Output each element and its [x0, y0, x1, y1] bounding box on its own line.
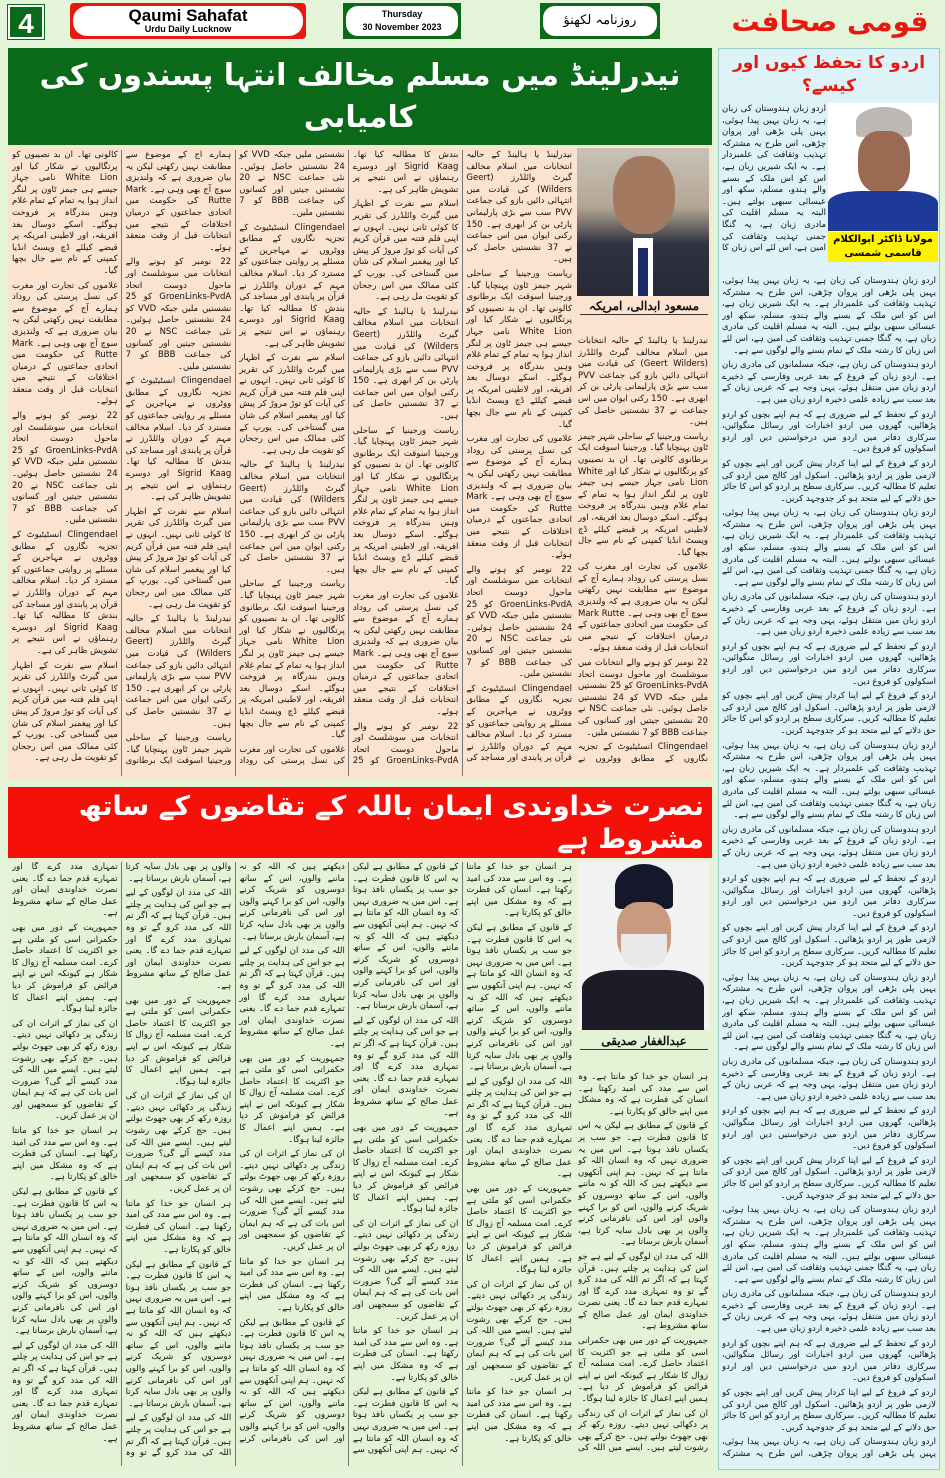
urdu-tag-box — [540, 3, 660, 39]
paragraph: ان کی نماز کے اثرات ان کی زندگی پر دکھائی نہیں دیتے۔ روزہ رکھ کر بھی جھوٹ بولتے ہیں۔ حج کرکے بھی رشوت لیتے ہیں۔ ایسے میں اللہ کی مدد کیسے آئے گی؟ ضرورت اس بات کی ہے کہ ہم ایمان کے تقاضوں کو سمجھیں اور ان پر عمل کریں۔ — [125, 1091, 232, 1195]
paragraph: ریاست ورجینیا کے ساحلی شہر جیمز ٹاون پہنچایا گیا۔ ورجینیا اسوقت ایک برطانوی کالونی تھا۔ ان بد نصیبوں کو پرتگالیوں نے شکار کیا اور White Lion نامی جہاز جیسے ہی جیمز ٹاون پر لنگر انداز ہوا یہ تمام کے تمام غلام وہیں بندرگاہ پر فروخت ہوگئے۔ اسکے دوسال بعد افریقہ، اور لاطینی امریکہ پر قبضے کیلئے ڈچ ویسٹ انڈیا کمپنی کے نام سے جال بچھا گیا۔ — [466, 268, 572, 430]
paragraph: جمہوریت کے دور میں بھی حکمرانی اسی کو ملتی ہے جو اکثریت کا اعتماد حاصل کرے۔ امت مسلمہ آج زوال کا شکار ہے کیونکہ اس نے اپنے فرائض کو فراموش کر دیا ہے۔ ہمیں اپنے اعمال کا جائزہ لینا ہوگا۔ — [352, 1123, 459, 1215]
english-subtitle: Urdu Daily Lucknow — [144, 24, 232, 34]
paragraph: اللہ کی مدد ان لوگوں کے لیے ہے جو اس کی ہدایت پر چلتے ہیں۔ قرآن کہتا ہے کہ اگر تم اللہ کی مدد کرو گے تو وہ تمہاری مدد کرے گا اور تمہارے قدم جما دے گا۔ یعنی نصرت خداوندی ایمان اور عمل صالح کے ساتھ مشروط ہے۔ — [352, 1015, 459, 1119]
paragraph: نیدرلینڈ یا ہالینڈ کے حالیہ انتخابات میں اسلام مخالف گیرٹ وائلڈرز (Geert Wilders) کی قیادت میں انتہائی دائیں بازو کی جماعت PVV سب سے بڑی پارلیمانی پارٹی بن کر ابھری ہے۔ 150 رکنی ایوان میں اس جماعت نے 37 نشستیں حاصل کی ہیں۔ — [466, 150, 572, 265]
paragraph: نیدرلینڈ یا ہالینڈ کے حالیہ انتخابات میں اسلام مخالف گیرٹ وائلڈرز (Geert Wilders) کی قیادت میں انتہائی دائیں بازو کی جماعت PVV سب سے بڑی پارلیمانی پارٹی بن کر ابھری ہے۔ 150 رکنی ایوان میں اس جماعت نے 37 نشستیں حاصل کی ہیں۔ — [125, 614, 232, 729]
paragraph: اردو کے تحفظ کے لیے ضروری ہے کہ ہم اپنے بچوں کو اردو پڑھائیں، گھروں میں اردو اخبارات اور رسائل منگوائیں، سرکاری دفاتر میں اردو میں درخواستیں دیں اور اردو اسکولوں کو فروغ دیں۔ — [722, 874, 936, 919]
page-number: 4 — [8, 5, 44, 39]
paragraph: نیدرلینڈ یا ہالینڈ کے حالیہ انتخابات میں اسلام مخالف گیرٹ وائلڈرز (Geert Wilders) کی قیادت میں انتہائی دائیں بازو کی جماعت PVV سب سے بڑی پارلیمانی پارٹی بن کر ابھری ہے۔ 150 رکنی ایوان میں اس جماعت نے 37 نشستیں حاصل کی ہیں۔ — [578, 336, 708, 428]
paragraph: ریاست ورجینیا کے ساحلی شہر جیمز ٹاون پہنچایا گیا۔ ورجینیا اسوقت ایک برطانوی کالونی تھا۔ ان بد نصیبوں کو پرتگالیوں نے شکار کیا اور White Lion نامی جہاز جیسے ہی جیمز ٹاون پر لنگر انداز ہوا یہ تمام کے تمام غلام وہیں بندرگاہ پر فروخت ہوگئے۔ اسکے دوسال بعد افریقہ، اور لاطینی امریکہ پر قبضے کیلئے ڈچ ویسٹ انڈیا کمپنی کے نام سے جال بچھا گیا۔ — [578, 431, 708, 558]
paragraph: اردو کے تحفظ کے لیے ضروری ہے کہ ہم اپنے بچوں کو اردو پڑھائیں، گھروں میں اردو اخبارات اور رسائل منگوائیں، سرکاری دفاتر میں اردو میں درخواستیں دیں اور اردو اسکولوں کو فروغ دیں۔ — [722, 409, 936, 455]
paragraph: غلاموں کی تجارت اور مغرب کی نسل پرستی کی روداد ہمارے آج کے موضوع سے مطابقت نہیں رکھتی لیکن یہ بیان ضروری ہے کہ ولندیزی سوچ آج بھی وہی ہے۔ Mark Rutte کی حکومت میں اتحادی جماعتوں کے درمیان اختلافات کے نتیجے میں انتخابات قبل از وقت منعقد ہوئے۔ — [352, 590, 459, 717]
paragraph: اسلام سے نفرت کے اظہار میں گیرٹ وائلڈرز کی تقریر کا کوئی ثانی نہیں۔ انہوں نے اپنی فلم فتنہ میں قرآن کریم کی آیات کو توڑ مروڑ کر پیش کیا اور پیغمبر اسلام کی شان میں گستاخی کی۔ یورپ کے کئی ممالک میں اس رجحان کو تقویت مل رہی ہے۔ — [125, 506, 232, 610]
paragraph: اردو زبان ہندوستان کی زبان ہے، یہ زبان یہیں پیدا ہوئی، یہیں پلی بڑھی اور پروان چڑھی، اس طرح یہ مشترکہ تہذیب وثقافت کی علمبردار ہے۔ یہ ایک شیریں زبان ہے، اس کو اس ملک کے بسنے والے ہندو، مسلم، سکھ اور عیسائی سبھی بولتے ہیں۔ البتہ یہ مسلم اقلیت کی مادری زبان ہے، یہ گنگا جمنی تہذیب وثقافت کی امین ہے، اس لئے اس زبان کا رشتہ ملک کے تمام بسنے والے لوگوں سے ہے۔ — [722, 276, 936, 356]
sidebar-headline: اردو کا تحفظ کیوں اور کیسے؟ — [732, 53, 926, 96]
paragraph: غلاموں کی تجارت اور مغرب کی نسل پرستی کی روداد ہمارے آج کے موضوع سے مطابقت نہیں رکھتی لیکن یہ بیان ضروری ہے کہ ولندیزی سوچ آج بھی وہی ہے۔ Mark Rutte کی حکومت میں اتحادی جماعتوں کے درمیان اختلافات کے نتیجے میں انتخابات قبل از وقت منعقد ہوئے۔ — [578, 562, 708, 654]
paragraph: 22 نومبر کو ہونے والے انتخابات میں سوشلسٹ اور ماحول دوست اتحاد GroenLinks-PvdA کو 25 نشستیں ملیں جبکہ VVD کو 24 نشستیں حاصل ہوئیں۔ نئی جماعت NSC نے 20 نشستیں جیتیں اور کسانوں کی جماعت BBB کو 7 نشستیں ملیں۔ — [12, 411, 118, 526]
paragraph: ریاست ورجینیا کے ساحلی شہر جیمز ٹاون پہنچایا گیا۔ ورجینیا اسوقت ایک برطانوی کالونی تھا۔ ان بد نصیبوں کو پرتگالیوں نے شکار کیا اور White Lion نامی جہاز جیسے ہی جیمز ٹاون پر لنگر انداز ہوا یہ تمام کے تمام غلام وہیں بندرگاہ پر فروخت ہوگئے۔ اسکے دوسال بعد افریقہ، اور لاطینی امریکہ پر قبضے کیلئے ڈچ ویسٹ انڈیا کمپنی کے نام سے جال بچھا گیا۔ — [352, 425, 459, 587]
paragraph: اردو کے تحفظ کے لیے ضروری ہے کہ ہم اپنے بچوں کو اردو پڑھائیں، گھروں میں اردو اخبارات اور رسائل منگوائیں، سرکاری دفاتر میں اردو میں درخواستیں دیں اور اردو اسکولوں کو فروغ دیں۔ — [722, 1338, 936, 1384]
paragraph: اردو کے تحفظ کے لیے ضروری ہے کہ ہم اپنے بچوں کو اردو پڑھائیں، گھروں میں اردو اخبارات اور رسائل منگوائیں، سرکاری دفاتر میں اردو میں درخواستیں دیں اور اردو اسکولوں کو فروغ دیں۔ — [722, 1106, 936, 1152]
paragraph: اسلام سے نفرت کے اظہار میں گیرٹ وائلڈرز کی تقریر کا کوئی ثانی نہیں۔ انہوں نے اپنی فلم فتنہ میں قرآن کریم کی آیات کو توڑ مروڑ کر پیش کیا اور پیغمبر اسلام کی شان میں گستاخی کی۔ یورپ کے کئی ممالک میں اس رجحان کو تقویت مل رہی ہے۔ — [12, 660, 118, 764]
date: 30 November 2023 — [362, 22, 442, 32]
paragraph: اردو زبان ہندوستان کی زبان ہے، یہ زبان یہیں پیدا ہوئی، یہیں پلی بڑھی اور پروان چڑھی، اس طرح یہ مشترکہ تہذیب وثقافت کی علمبردار ہے۔ یہ ایک شیریں زبان ہے، اس کو اس ملک کے بسنے والے ہندو، مسلم، سکھ اور عیسائی سبھی بولتے ہیں۔ البتہ یہ مسلم اقلیت کی مادری زبان ہے، یہ گنگا جمنی تہذیب وثقافت کی امین ہے، اس لئے اس زبان کا رشتہ ملک کے تمام بسنے والے لوگوں سے ہے۔ — [722, 1205, 936, 1285]
paragraph: اردو ہندوستان کی زبان ہے، جبکہ مسلمانوں کی مادری زبان ہے۔ اردو زبان کے فروغ کے بعد عربی وفارسی کے ذخیرے اردو زبان میں منتقل ہوئے، یہی وجہ ہے کہ عربی زبان کے بعد سب سے زیادہ علمی ذخیرہ اردو زبان میں ہے۔ — [722, 360, 936, 405]
paragraph: کے قانون کے مطابق ہے لیکن یہ اس کا قانون فطرت ہے۔ جو سب پر یکساں نافذ ہوتا ہے۔ اس میں یہ ضروری نہیں کہ وہ انسان اللہ کو مانتا ہے کہ نہیں۔ ہم اپنی آنکھوں سے دیکھتے ہیں کہ اللہ کو نہ ماننے والوں، اس کے ساتھ دوسروں کو شریک کرنے والوں، اس کو برا کہنے والوں اور اس کی نافرمانی کرنے والوں پر بھی بادل سایہ کرتا ہے، آسمان بارش برساتا ہے۔ — [125, 1259, 232, 1409]
paragraph: ان کی نماز کے اثرات ان کی زندگی پر دکھائی نہیں دیتے۔ روزہ رکھ کر بھی جھوٹ بولتے ہیں۔ حج کرکے بھی رشوت لیتے ہیں۔ ایسے میں اللہ کی مدد کیسے آئے گی؟ ضرورت اس بات کی ہے کہ ہم ایمان کے تقاضوں کو سمجھیں اور ان پر عمل کریں۔ — [239, 1149, 345, 1252]
paragraph: اردو ہندوستان کی زبان ہے، جبکہ مسلمانوں کی مادری زبان ہے۔ اردو زبان کے فروغ کے بعد عربی وفارسی کے ذخیرے اردو زبان میں منتقل ہوئے، یہی وجہ ہے کہ عربی زبان کے بعد سب سے زیادہ علمی ذخیرہ اردو زبان میں ہے۔ — [722, 592, 936, 638]
english-masthead — [70, 3, 306, 39]
paragraph: کے قانون کے مطابق ہے لیکن یہ اس کا قانون فطرت ہے۔ جو سب پر یکساں نافذ ہوتا ہے۔ اس میں یہ ضروری نہیں کہ وہ انسان اللہ کو مانتا ہے کہ نہیں۔ ہم اپنی آنکھوں سے دیکھتے ہیں کہ اللہ کو نہ ماننے والوں، اس کے ساتھ دوسروں کو شریک کرنے والوں، اس کو برا کہنے والوں اور اس کی نافرمانی کرنے والوں پر بھی بادل سایہ کرتا ہے، آسمان بارش برساتا ہے۔ — [578, 1121, 708, 1248]
paragraph: نیدرلینڈ یا ہالینڈ کے حالیہ انتخابات میں اسلام مخالف گیرٹ وائلڈرز (Geert Wilders) کی قیادت میں انتہائی دائیں بازو کی جماعت PVV سب سے بڑی پارلیمانی پارٹی بن کر ابھری ہے۔ 150 رکنی ایوان میں اس جماعت نے 37 نشستیں حاصل کی ہیں۔ — [352, 306, 459, 422]
paragraph: 22 نومبر کو ہونے والے انتخابات میں سوشلسٹ اور ماحول دوست اتحاد GroenLinks-PvdA کو 25 نشستیں ملیں جبکہ VVD کو 24 نشستیں حاصل ہوئیں۔ نئی جماعت NSC نے 20 نشستیں جیتیں اور کسانوں کی جماعت BBB کو 7 نشستیں ملیں۔ — [578, 658, 708, 738]
paragraph: 22 نومبر کو ہونے والے انتخابات میں سوشلسٹ اور ماحول دوست اتحاد GroenLinks-PvdA کو 25 نشستیں ملیں جبکہ VVD کو 24 نشستیں حاصل ہوئیں۔ نئی جماعت NSC نے 20 نشستیں جیتیں اور کسانوں کی جماعت BBB کو 7 نشستیں ملیں۔ — [239, 150, 459, 767]
paragraph: ہر انسان جو خدا کو مانتا ہے۔ وہ اس سے مدد کی امید رکھتا ہے۔ انسان کی فطرت ہے کہ وہ مشکل میں اپنے خالق کو پکارتا ہے۔ — [466, 862, 572, 919]
paragraph: Clingendael انسٹیٹیوٹ کے تجزیہ نگاروں کے مطابق ووٹروں نے مہاجرین کے مسئلے پر روایتی جماعتوں کو مسترد کر دیا۔ اسلام مخالف مہم کے دوران وائلڈرز نے قرآن پر پابندی اور مساجد کی بندش کا مطالبہ کیا تھا۔ Sigrid Kaag اور دوسرے رہنماؤں نے اس نتیجے پر تشویش ظاہر کی ہے۔ — [352, 150, 572, 764]
paragraph: جمہوریت کے دور میں بھی حکمرانی اسی کو ملتی ہے جو اکثریت کا اعتماد حاصل کرے۔ امت مسلمہ آج زوال کا شکار ہے کیونکہ اس نے اپنے فرائض کو فراموش کر دیا ہے۔ ہمیں اپنے اعمال کا جائزہ لینا ہوگا۔ — [578, 1336, 708, 1405]
paragraph: کے قانون کے مطابق ہے لیکن یہ اس کا قانون فطرت ہے۔ جو سب پر یکساں نافذ ہوتا ہے۔ اس میں یہ ضروری نہیں کہ وہ انسان اللہ کو مانتا ہے کہ نہیں۔ ہم اپنی آنکھوں سے دیکھتے ہیں کہ اللہ کو نہ ماننے والوں، اس کے ساتھ دوسروں کو شریک کرنے والوں، اس کو برا کہنے والوں اور اس کی نافرمانی کرنے والوں پر بھی بادل سایہ کرتا ہے، آسمان بارش برساتا ہے۔ — [466, 922, 572, 1073]
author-photo-abdul-ghaffar — [577, 862, 709, 1030]
paragraph: اردو کے فروغ کے لیے اپنا کردار پیش کریں اور اپنے بچوں کو لازمی طور پر اردو پڑھائیں۔ اسکول اور کالج میں اردو کی تعلیم کا مطالبہ کریں۔ سرکاری سطح پر اردو کو اس کا جائز حق دلانے کے لیے متحد ہو کر جدوجہد کریں۔ — [722, 691, 936, 736]
paragraph: Clingendael انسٹیٹیوٹ کے تجزیہ نگاروں کے مطابق ووٹروں نے مہاجرین کے مسئلے پر روایتی جماعتوں کو مسترد کر دیا۔ اسلام مخالف مہم کے دوران وائلڈرز نے قرآن پر پابندی اور مساجد کی بندش کا مطالبہ کیا تھا۔ Sigrid Kaag اور دوسرے رہنماؤں نے اس نتیجے پر تشویش ظاہر کی ہے۔ — [125, 376, 232, 503]
paragraph: ان کی نماز کے اثرات ان کی زندگی پر دکھائی نہیں دیتے۔ روزہ رکھ کر بھی جھوٹ بولتے ہیں۔ حج کرکے بھی رشوت لیتے ہیں۔ ایسے میں اللہ کی — [578, 1408, 708, 1454]
article2-text-right — [578, 1072, 708, 1466]
paragraph: اردو زبان ہندوستان کی زبان ہے، یہ زبان یہیں پیدا ہوئی، یہیں پلی بڑھی اور پروان چڑھی، اس طرح یہ مشترکہ — [722, 1437, 936, 1459]
paragraph: اردو زبان ہندوستان کی زبان ہے، یہ زبان یہیں پیدا ہوئی، یہیں پلی بڑھی اور پروان چڑھی، اس طرح یہ مشترکہ تہذیب وثقافت کی علمبردار ہے۔ یہ ایک شیریں زبان ہے، اس کو اس ملک کے بسنے والے ہندو، مسلم، سکھ اور عیسائی سبھی بولتے ہیں۔ البتہ یہ مسلم اقلیت کی مادری زبان ہے، یہ گنگا جمنی تہذیب وثقافت کی امین ہے، اس لئے اس زبان کا رشتہ ملک کے تمام بسنے والے لوگوں سے ہے۔ — [722, 740, 936, 821]
paragraph: Clingendael انسٹیٹیوٹ کے تجزیہ نگاروں کے مطابق ووٹروں نے — [578, 742, 708, 764]
paragraph: ہر انسان جو خدا کو مانتا ہے۔ وہ اس سے مدد کی امید رکھتا ہے۔ انسان کی فطرت ہے کہ وہ مشکل میں اپنے خالق کو پکارتا ہے۔ — [239, 1256, 345, 1313]
paragraph: غلاموں کی تجارت اور مغرب کی نسل پرستی کی روداد ہمارے آج کے موضوع سے مطابقت نہیں رکھتی لیکن یہ بیان ضروری ہے کہ ولندیزی سوچ آج بھی وہی ہے۔ Mark Rutte کی حکومت میں اتحادی جماعتوں کے درمیان اختلافات کے نتیجے میں انتخابات قبل از وقت منعقد ہوئے۔ — [12, 280, 118, 407]
article1-headline: نیدرلینڈ میں مسلم مخالف انتہا پسندوں کی کامیابی — [8, 48, 712, 145]
paragraph: ان کی نماز کے اثرات ان کی زندگی پر دکھائی نہیں دیتے۔ روزہ رکھ کر بھی جھوٹ بولتے ہیں۔ حج کرکے بھی رشوت لیتے ہیں۔ ایسے میں اللہ کی مدد کیسے آئے گی؟ ضرورت اس بات کی ہے کہ ہم ایمان کے تقاضوں کو سمجھیں اور ان پر عمل کریں۔ — [12, 1018, 118, 1122]
paragraph: اردو ہندوستان کی زبان ہے، جبکہ مسلمانوں کی مادری زبان ہے۔ اردو زبان کے فروغ کے بعد عربی وفارسی کے ذخیرے اردو زبان میں منتقل ہوئے، یہی وجہ ہے کہ عربی زبان کے بعد سب سے زیادہ علمی ذخیرہ اردو زبان میں ہے۔ — [722, 824, 936, 870]
paragraph: غلاموں کی تجارت اور مغرب کی نسل پرستی کی روداد ہمارے آج کے موضوع سے مطابقت نہیں رکھتی لیکن یہ بیان ضروری ہے کہ ولندیزی سوچ آج بھی وہی ہے۔ Mark Rutte کی حکومت میں اتحادی جماعتوں کے درمیان اختلافات کے نتیجے میں انتخابات قبل از وقت منعقد ہوئے۔ — [466, 434, 572, 561]
paragraph: اللہ کی مدد ان لوگوں کے لیے ہے جو اس کی ہدایت پر چلتے ہیں۔ قرآن کہتا ہے کہ اگر تم اللہ کی مدد کرو گے تو وہ تمہاری مدد کرے گا اور تمہارے قدم جما دے گا۔ یعنی نصرت خداوندی ایمان اور عمل صالح کے ساتھ مشروط ہے۔ — [12, 1340, 118, 1444]
paragraph: جمہوریت کے دور میں بھی حکمرانی اسی کو ملتی ہے جو اکثریت کا اعتماد حاصل کرے۔ امت مسلمہ آج زوال کا شکار ہے کیونکہ اس نے اپنے فرائض کو فراموش کر دیا ہے۔ ہمیں اپنے اعمال کا جائزہ لینا ہوگا۔ — [125, 995, 232, 1087]
sidebar-byline: مولانا ڈاکٹر ابوالکلام قاسمی شمسی — [828, 232, 938, 262]
date-box — [343, 3, 461, 39]
author-photo-masood-abdali — [577, 148, 709, 296]
paragraph: نیدرلینڈ یا ہالینڈ کے حالیہ انتخابات میں اسلام مخالف گیرٹ وائلڈرز (Geert Wilders) کی قیادت میں انتہائی دائیں بازو کی جماعت PVV سب سے بڑی پارلیمانی پارٹی بن کر ابھری ہے۔ 150 رکنی ایوان میں اس جماعت نے 37 نشستیں حاصل کی ہیں۔ — [239, 460, 345, 575]
paragraph: اردو زبان ہندوستان کی زبان ہے، یہ زبان یہیں پیدا ہوئی، یہیں پلی بڑھی اور پروان چڑھی، اس طرح یہ مشترکہ تہذیب وثقافت کی علمبردار ہے۔ یہ ایک شیریں زبان ہے، اس کو اس ملک کے بسنے والے ہندو، مسلم، سکھ اور عیسائی سبھی بولتے ہیں۔ البتہ یہ مسلم اقلیت کی مادری زبان ہے، یہ گنگا جمنی تہذیب وثقافت کی امین ہے، اس لئے اس زبان کا رشتہ ملک کے تمام بسنے والے لوگوں سے ہے۔ — [722, 972, 936, 1053]
paragraph: جمہوریت کے دور میں بھی حکمرانی اسی کو ملتی ہے جو اکثریت کا اعتماد حاصل کرے۔ امت مسلمہ آج زوال کا شکار ہے کیونکہ اس نے اپنے فرائض کو فراموش کر دیا ہے۔ ہمیں اپنے اعمال کا جائزہ لینا ہوگا۔ — [239, 1053, 345, 1145]
author-photo-abul-kalam — [828, 103, 938, 231]
paragraph: ہر انسان جو خدا کو مانتا ہے۔ وہ اس سے مدد کی امید رکھتا ہے۔ انسان کی فطرت ہے کہ وہ مشکل میں اپنے خالق کو پکارتا ہے۔ — [12, 1126, 118, 1183]
paragraph: جمہوریت کے دور میں بھی حکمرانی اسی کو ملتی ہے جو اکثریت کا اعتماد حاصل کرے۔ امت مسلمہ آج زوال کا شکار ہے کیونکہ اس نے اپنے فرائض کو فراموش کر دیا ہے۔ ہمیں اپنے اعمال کا جائزہ لینا ہوگا۔ — [466, 1184, 572, 1276]
article1-text-right — [578, 336, 708, 776]
urdu-logo: قومی صحافت — [731, 5, 929, 38]
article1-text-main — [12, 150, 572, 776]
paragraph: Clingendael انسٹیٹیوٹ کے تجزیہ نگاروں کے مطابق ووٹروں نے مہاجرین کے مسئلے پر روایتی جماعتوں کو مسترد کر دیا۔ اسلام مخالف مہم کے دوران وائلڈرز نے قرآن پر پابندی اور مساجد کی بندش کا مطالبہ کیا تھا۔ Sigrid Kaag اور دوسرے رہنماؤں نے اس نتیجے پر تشویش ظاہر کی ہے۔ — [239, 222, 345, 349]
english-name: Qaumi Sahafat — [128, 6, 248, 25]
article2-headline: نصرت خداوندی ایمان باللہ کے تقاضوں کے ساتھ مشروط ہے — [8, 787, 712, 858]
paragraph: اردو کے تحفظ کے لیے ضروری ہے کہ ہم اپنے بچوں کو اردو پڑھائیں، گھروں میں اردو اخبارات اور رسائل منگوائیں، سرکاری دفاتر میں اردو میں درخواستیں دیں اور اردو اسکولوں کو فروغ دیں۔ — [722, 641, 936, 687]
paragraph: اللہ کی مدد ان لوگوں کے لیے ہے جو اس کی ہدایت پر چلتے ہیں۔ قرآن کہتا ہے کہ اگر تم اللہ کی مدد کرو گے تو وہ تمہاری مدد کرے گا اور تمہارے قدم جما دے گا۔ یعنی نصرت خداوندی ایمان اور عمل صالح کے ساتھ مشروط ہے۔ — [466, 1076, 572, 1180]
article2-text-main — [12, 862, 572, 1466]
paragraph: ہر انسان جو خدا کو مانتا ہے۔ وہ اس سے مدد کی امید رکھتا ہے۔ انسان کی فطرت ہے کہ وہ مشکل میں اپنے خالق کو پکارتا ہے۔ — [125, 1198, 232, 1255]
paragraph: اللہ کی مدد ان لوگوں کے لیے ہے جو اس کی ہدایت پر چلتے ہیں۔ قرآن کہتا ہے کہ اگر تم اللہ کی مدد کرو گے تو وہ تمہاری مدد کرے گا اور تمہارے قدم جما دے گا۔ یعنی نصرت خداوندی ایمان اور عمل صالح کے ساتھ مشروط ہے۔ — [125, 888, 232, 991]
article2-byline: عبدالغفار صدیقی — [580, 1034, 708, 1050]
paragraph: اردو کے فروغ کے لیے اپنا کردار پیش کریں اور اپنے بچوں کو لازمی طور پر اردو پڑھائیں۔ اسکول اور کالج میں اردو کی تعلیم کا مطالبہ کریں۔ سرکاری سطح پر اردو کو اس کا جائز حق دلانے کے لیے متحد ہو کر جدوجہد کریں۔ — [722, 458, 936, 504]
paragraph: جمہوریت کے دور میں بھی حکمرانی اسی کو ملتی ہے جو اکثریت کا اعتماد حاصل کرے۔ امت مسلمہ آج زوال کا شکار ہے کیونکہ اس نے اپنے فرائض کو فراموش کر دیا ہے۔ ہمیں اپنے اعمال کا جائزہ لینا ہوگا۔ — [12, 922, 118, 1015]
paragraph: کے قانون کے مطابق ہے لیکن یہ اس کا قانون فطرت ہے۔ جو سب پر یکساں نافذ ہوتا ہے۔ اس میں یہ ضروری نہیں کہ وہ انسان اللہ کو مانتا ہے کہ نہیں۔ ہم اپنی آنکھوں سے دیکھتے ہیں کہ اللہ کو نہ ماننے والوں، اس کے ساتھ دوسروں کو شریک کرنے والوں، اس کو برا کہنے والوں اور اس کی نافرمانی کرنے والوں پر بھی بادل سایہ کرتا ہے، آسمان بارش برساتا ہے۔ — [12, 1187, 118, 1337]
day: Thursday — [381, 9, 423, 19]
sidebar-text-top — [722, 104, 826, 266]
urdu-tag: روزنامہ لکھنؤ — [543, 6, 657, 36]
paragraph: اللہ کی مدد ان لوگوں کے لیے ہے جو اس کی ہدایت پر چلتے ہیں۔ قرآن کہتا ہے کہ اگر تم اللہ کی مدد کرو گے تو وہ تمہاری مدد کرے گا اور تمہارے قدم جما دے گا۔ یعنی نصرت خداوندی ایمان اور عمل صالح کے ساتھ مشروط ہے۔ — [578, 1251, 708, 1332]
paragraph: اردو کے فروغ کے لیے اپنا کردار پیش کریں اور اپنے بچوں کو لازمی طور پر اردو پڑھائیں۔ اسکول اور کالج میں اردو کی تعلیم کا مطالبہ کریں۔ سرکاری سطح پر اردو کو اس کا جائز حق دلانے کے لیے متحد ہو کر جدوجہد کریں۔ — [722, 1155, 936, 1201]
paragraph: ریاست ورجینیا کے ساحلی شہر جیمز ٹاون پہنچایا گیا۔ ورجینیا اسوقت ایک برطانوی کالونی تھا۔ ان بد نصیبوں کو پرتگالیوں نے شکار کیا اور White Lion نامی جہاز جیسے ہی جیمز ٹاون پر لنگر انداز ہوا یہ تمام کے تمام غلام وہیں بندرگاہ پر فروخت ہوگئے۔ اسکے دوسال بعد افریقہ، اور لاطینی امریکہ پر قبضے کیلئے ڈچ ویسٹ انڈیا کمپنی کے نام سے جال بچھا گیا۔ — [12, 150, 232, 767]
paragraph: کے قانون کے مطابق ہے لیکن یہ اس کا قانون فطرت ہے۔ جو سب پر یکساں نافذ ہوتا ہے۔ اس میں یہ ضروری نہیں کہ وہ انسان اللہ کو مانتا ہے کہ نہیں۔ ہم اپنی آنکھوں سے دیکھتے ہیں کہ اللہ کو نہ ماننے والوں، اس کے ساتھ دوسروں کو شریک کرنے والوں، اس کو برا کہنے والوں اور اس کی نافرمانی کرنے والوں پر بھی بادل سایہ کرتا ہے، آسمان بارش برساتا ہے۔ — [239, 862, 459, 1456]
paragraph: ہر انسان جو خدا کو مانتا ہے۔ وہ اس سے مدد کی امید رکھتا ہے۔ انسان کی فطرت ہے کہ وہ مشکل میں اپنے خالق کو پکارتا ہے۔ — [578, 1072, 708, 1117]
paragraph: اردو ہندوستان کی زبان ہے، جبکہ مسلمانوں کی مادری زبان ہے۔ اردو زبان کے فروغ کے بعد عربی وفارسی کے ذخیرے اردو زبان میں منتقل ہوئے، یہی وجہ ہے کہ عربی زبان کے بعد سب سے زیادہ علمی ذخیرہ اردو زبان میں ہے۔ — [722, 1057, 936, 1102]
paragraph: اسلام سے نفرت کے اظہار میں گیرٹ وائلڈرز کی تقریر کا کوئی ثانی نہیں۔ انہوں نے اپنی فلم فتنہ میں قرآن کریم کی آیات کو توڑ مروڑ کر پیش کیا اور پیغمبر اسلام کی شان میں گستاخی کی۔ یورپ کے کئی ممالک میں اس رجحان کو تقویت مل رہی ہے۔ — [352, 199, 459, 303]
paragraph: کے قانون کے مطابق ہے لیکن یہ اس کا قانون فطرت ہے۔ جو سب پر یکساں نافذ ہوتا ہے۔ اس میں یہ ضروری نہیں کہ وہ انسان اللہ کو مانتا ہے کہ نہیں۔ ہم اپنی آنکھوں سے دیکھتے ہیں کہ اللہ کو نہ ماننے والوں، اس کے ساتھ دوسروں کو شریک کرنے والوں، اس کو برا کہنے والوں اور اس کی نافرمانی کرنے والوں پر بھی بادل سایہ کرتا ہے، آسمان بارش برساتا ہے۔ — [352, 862, 459, 1012]
paragraph: 22 نومبر کو ہونے والے انتخابات میں سوشلسٹ اور ماحول دوست اتحاد GroenLinks-PvdA کو 25 نشستیں ملیں جبکہ VVD کو 24 نشستیں حاصل ہوئیں۔ نئی جماعت NSC نے 20 نشستیں جیتیں اور کسانوں کی جماعت BBB کو 7 نشستیں ملیں۔ — [466, 564, 572, 680]
paragraph: اردو زبان ہندوستان کی زبان ہے، یہ زبان یہیں پیدا ہوئی، یہیں پلی بڑھی اور پروان چڑھی، اس طرح یہ مشترکہ تہذیب وثقافت کی علمبردار ہے۔ یہ ایک شیریں زبان ہے، اس کو اس ملک کے بسنے والے ہندو، مسلم، سکھ اور عیسائی سبھی بولتے ہیں۔ البتہ یہ مسلم اقلیت کی مادری زبان ہے، یہ گنگا جمنی تہذیب وثقافت کی امین ہے، اس لئے اس زبان کا رشتہ ملک کے تمام بسنے والے لوگوں سے ہے۔ — [722, 508, 936, 588]
paragraph: غلاموں کی تجارت اور مغرب کی نسل پرستی کی روداد ہمارے آج کے موضوع سے مطابقت نہیں رکھتی لیکن یہ بیان ضروری ہے کہ ولندیزی سوچ آج بھی وہی ہے۔ Mark Rutte کی حکومت میں اتحادی جماعتوں کے درمیان اختلافات کے نتیجے میں انتخابات قبل از وقت منعقد ہوئے۔ — [125, 150, 345, 767]
paragraph: ان کی نماز کے اثرات ان کی زندگی پر دکھائی نہیں دیتے۔ روزہ رکھ کر بھی جھوٹ بولتے ہیں۔ حج کرکے بھی رشوت لیتے ہیں۔ ایسے میں اللہ کی مدد کیسے آئے گی؟ ضرورت اس بات کی ہے کہ ہم ایمان کے تقاضوں کو سمجھیں اور ان پر عمل کریں۔ — [352, 1218, 459, 1322]
paragraph: اردو کے فروغ کے لیے اپنا کردار پیش کریں اور اپنے بچوں کو لازمی طور پر اردو پڑھائیں۔ اسکول اور کالج میں اردو کی تعلیم کا مطالبہ کریں۔ سرکاری سطح پر اردو کو اس کا جائز حق دلانے کے لیے متحد ہو کر جدوجہد کریں۔ — [722, 1388, 936, 1433]
paragraph: اللہ کی مدد ان لوگوں کے لیے ہے جو اس کی ہدایت پر چلتے ہیں۔ قرآن کہتا ہے کہ اگر تم اللہ کی مدد کرو گے تو وہ تمہاری مدد کرے گا اور تمہارے قدم جما دے گا۔ یعنی نصرت خداوندی ایمان اور عمل صالح کے ساتھ مشروط ہے۔ — [239, 946, 345, 1049]
paragraph: اردو کے فروغ کے لیے اپنا کردار پیش کریں اور اپنے بچوں کو لازمی طور پر اردو پڑھائیں۔ اسکول اور کالج میں اردو کی تعلیم کا مطالبہ کریں۔ سرکاری سطح پر اردو کو اس کا جائز حق دلانے کے لیے متحد ہو کر جدوجہد کریں۔ — [722, 923, 936, 969]
paragraph: ہر انسان جو خدا کو مانتا ہے۔ وہ اس سے مدد کی امید رکھتا ہے۔ انسان کی فطرت ہے کہ وہ مشکل میں اپنے خالق کو پکارتا ہے۔ — [466, 1387, 572, 1444]
paragraph: ہر انسان جو خدا کو مانتا ہے۔ وہ اس سے مدد کی امید رکھتا ہے۔ انسان کی فطرت ہے کہ وہ مشکل میں اپنے خالق کو پکارتا ہے۔ — [352, 1326, 459, 1383]
sidebar-text-main — [722, 276, 936, 1466]
paragraph: ریاست ورجینیا کے ساحلی شہر جیمز ٹاون پہنچایا گیا۔ ورجینیا اسوقت ایک برطانوی کالونی تھا۔ ان بد نصیبوں کو پرتگالیوں نے شکار کیا اور White Lion نامی جہاز جیسے ہی جیمز ٹاون پر لنگر انداز ہوا یہ تمام کے تمام غلام وہیں بندرگاہ پر فروخت ہوگئے۔ اسکے دوسال بعد افریقہ، اور لاطینی امریکہ پر قبضے کیلئے ڈچ ویسٹ انڈیا کمپنی کے نام سے جال بچھا گیا۔ — [239, 579, 345, 741]
paragraph: اردو ہندوستان کی زبان ہے، جبکہ مسلمانوں کی مادری زبان ہے۔ اردو زبان کے فروغ کے بعد عربی وفارسی کے ذخیرے اردو زبان میں منتقل ہوئے، یہی وجہ ہے کہ عربی زبان کے بعد سب سے زیادہ علمی ذخیرہ اردو زبان میں ہے۔ — [722, 1289, 936, 1335]
article1-byline: مسعود ابدالی، امریکہ — [580, 299, 708, 315]
paragraph: اللہ کی مدد ان لوگوں کے لیے ہے جو اس کی ہدایت پر چلتے ہیں۔ قرآن کہتا ہے کہ اگر تم اللہ کی مدد کرو گے تو وہ تمہاری مدد کرے گا اور تمہارے قدم جما دے گا۔ یعنی نصرت خداوندی ایمان اور عمل صالح کے ساتھ مشروط ہے۔ — [12, 862, 232, 1459]
paragraph: کے قانون کے مطابق ہے لیکن یہ اس کا قانون فطرت ہے۔ جو سب پر یکساں نافذ ہوتا ہے۔ اس میں یہ ضروری نہیں کہ وہ انسان اللہ کو مانتا ہے کہ نہیں۔ ہم اپنی آنکھوں سے دیکھتے ہیں کہ اللہ کو نہ ماننے والوں، اس کے ساتھ دوسروں کو شریک کرنے والوں، اس کو برا کہنے والوں اور اس کی نافرمانی کرنے والوں پر بھی بادل سایہ کرتا ہے، آسمان بارش برساتا ہے۔ — [125, 862, 345, 1444]
paragraph: اسلام سے نفرت کے اظہار میں گیرٹ وائلڈرز کی تقریر کا کوئی ثانی نہیں۔ انہوں نے اپنی فلم فتنہ میں قرآن کریم کی آیات کو توڑ مروڑ کر پیش کیا اور پیغمبر اسلام کی شان میں گستاخی کی۔ یورپ کے کئی ممالک میں اس رجحان کو تقویت مل رہی ہے۔ — [239, 353, 345, 456]
paragraph: Clingendael انسٹیٹیوٹ کے تجزیہ نگاروں کے مطابق ووٹروں نے مہاجرین کے مسئلے پر روایتی جماعتوں کو مسترد کر دیا۔ اسلام مخالف مہم کے دوران وائلڈرز نے قرآن پر پابندی اور مساجد کی بندش کا مطالبہ کیا تھا۔ Sigrid Kaag اور دوسرے رہنماؤں نے اس نتیجے پر تشویش ظاہر کی ہے۔ — [12, 530, 118, 656]
paragraph: ان کی نماز کے اثرات ان کی زندگی پر دکھائی نہیں دیتے۔ روزہ رکھ کر بھی جھوٹ بولتے ہیں۔ حج کرکے بھی رشوت لیتے ہیں۔ ایسے میں اللہ کی مدد کیسے آئے گی؟ ضرورت اس بات کی ہے کہ ہم ایمان کے تقاضوں کو سمجھیں اور ان پر عمل کریں۔ — [466, 1279, 572, 1383]
paragraph: اردو زبان ہندوستان کی زبان ہے، یہ زبان یہیں پیدا ہوئی، یہیں پلی بڑھی اور پروان چڑھی، اس طرح یہ مشترکہ تہذیب وثقافت کی علمبردار ہے۔ یہ ایک شیریں زبان ہے، اس کو اس ملک کے بسنے والے ہندو، مسلم، سکھ اور عیسائی سبھی بولتے ہیں۔ البتہ یہ مسلم اقلیت کی مادری زبان ہے، یہ گنگا جمنی تہذیب وثقافت کی امین ہے، اس لئے اس زبان کا — [722, 104, 826, 254]
paragraph: 22 نومبر کو ہونے والے انتخابات میں سوشلسٹ اور ماحول دوست اتحاد GroenLinks-PvdA کو 25 نشستیں ملیں جبکہ VVD کو 24 نشستیں حاصل ہوئیں۔ نئی جماعت NSC نے 20 نشستیں جیتیں اور کسانوں کی جماعت BBB کو 7 نشستیں ملیں۔ — [125, 257, 232, 372]
